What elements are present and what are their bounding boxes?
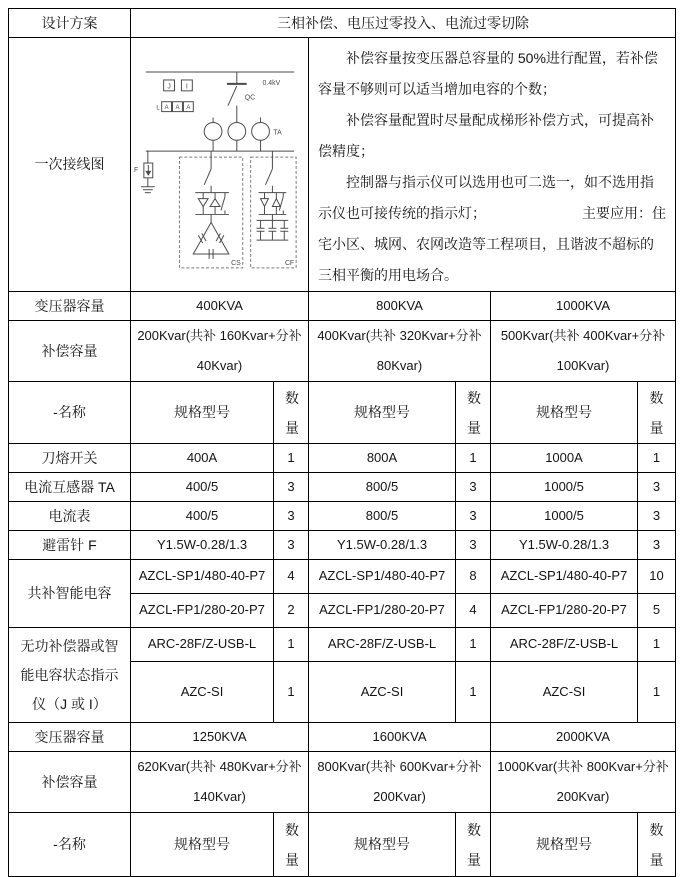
diagram-indicator-i-label: I	[185, 83, 188, 91]
spec-cell: AZC-SI	[131, 662, 274, 723]
spec-cell: ARC-28F/Z-USB-L	[491, 628, 638, 662]
diagram-ammeter-label: A	[185, 105, 190, 112]
part-name-cell: 电流互感器 TA	[9, 473, 131, 502]
qty-cell: 2	[274, 594, 309, 628]
part-name-cell: 共补智能电容	[9, 560, 131, 628]
spec-header: 规格型号	[491, 813, 638, 877]
transformer-capacity-value: 1000KVA	[491, 292, 676, 321]
qty-cell: 1	[456, 444, 491, 473]
qty-cell: 3	[274, 502, 309, 531]
table-row	[9, 473, 676, 502]
spec-cell: 800/5	[309, 473, 456, 502]
qty-cell: 4	[456, 594, 491, 628]
spec-header: 规格型号	[131, 813, 274, 877]
compensation-capacity-value: 400Kvar(共补 320Kvar+分补 80Kvar)	[309, 321, 491, 382]
compensation-capacity-row-2	[9, 752, 676, 813]
part-name-cell: 电流表	[9, 502, 131, 531]
qty-cell: 1	[274, 662, 309, 723]
wiring-diagram-label: 一次接线图	[9, 38, 131, 292]
compensation-capacity-value: 800Kvar(共补 600Kvar+分补 200Kvar)	[309, 752, 491, 813]
spec-cell: 800/5	[309, 502, 456, 531]
diagram-cs-label: CS	[230, 259, 241, 267]
spec-cell: AZCL-FP1/280-20-P7	[491, 594, 638, 628]
spec-cell: ARC-28F/Z-USB-L	[309, 628, 456, 662]
transformer-capacity-row-2	[9, 723, 676, 752]
transformer-capacity-row-1	[9, 292, 676, 321]
qty-header: 数量	[456, 382, 491, 444]
spec-header: 规格型号	[309, 382, 456, 444]
spec-header: 规格型号	[131, 382, 274, 444]
part-name-cell: 刀熔开关	[9, 444, 131, 473]
spec-cell: 400/5	[131, 502, 274, 531]
transformer-capacity-value: 400KVA	[131, 292, 309, 321]
note-text-application: 主要应用：住宅小区、城网、农网改造等工程项目，且谐波不超标的三相平衡的用电场合。	[318, 205, 666, 283]
design-scheme-value: 三相补偿、电压过零投入、电流过零切除	[131, 9, 676, 38]
spec-cell: 400/5	[131, 473, 274, 502]
note-paragraph	[318, 167, 666, 291]
one-line-diagram-cell	[131, 38, 309, 292]
qty-cell: 1	[638, 662, 676, 723]
part-name-cell: 无功补偿器或智能电容状态指示仪（J 或 I）	[9, 628, 131, 723]
one-line-diagram	[132, 56, 308, 273]
note-paragraph: 补偿容量按变压器总容量的 50%进行配置，若补偿容量不够则可以适当增加电容的个数；	[318, 50, 658, 97]
compensation-capacity-value: 200Kvar(共补 160Kvar+分补 40Kvar)	[131, 321, 309, 382]
diagram-voltage-label: 0.4kV	[262, 79, 280, 87]
transformer-capacity-value: 1250KVA	[131, 723, 309, 752]
qty-cell: 3	[638, 502, 676, 531]
qty-cell: 3	[638, 473, 676, 502]
qty-cell: 8	[456, 560, 491, 594]
table-row	[9, 502, 676, 531]
compensation-capacity-label: 补偿容量	[9, 321, 131, 382]
design-scheme-label: 设计方案	[9, 9, 131, 38]
table-row	[9, 560, 676, 594]
spec-cell: AZCL-SP1/480-40-P7	[309, 560, 456, 594]
qty-cell: 3	[456, 531, 491, 560]
spec-cell: ARC-28F/Z-USB-L	[131, 628, 274, 662]
spec-cell: 800A	[309, 444, 456, 473]
note-text: 控制器与指示仪可以选用也可二选一，如不选用指示仪也可接传统的指示灯；	[318, 174, 654, 221]
spec-cell: AZCL-FP1/280-20-P7	[309, 594, 456, 628]
spec-cell: 1000A	[491, 444, 638, 473]
spec-table	[8, 8, 676, 877]
qty-cell: 1	[274, 444, 309, 473]
diagram-notes	[309, 38, 676, 292]
qty-cell: 5	[638, 594, 676, 628]
qty-cell: 3	[456, 473, 491, 502]
diagram-arrester-label: F	[133, 166, 138, 174]
spec-cell: Y1.5W-0.28/1.3	[491, 531, 638, 560]
transformer-capacity-label: 变压器容量	[9, 723, 131, 752]
compensation-capacity-row-1	[9, 321, 676, 382]
compensation-capacity-label: 补偿容量	[9, 752, 131, 813]
diagram-ammeter-label: A	[175, 105, 179, 112]
qty-header: 数量	[456, 813, 491, 877]
design-scheme-row	[9, 9, 676, 38]
qty-header: 数量	[638, 813, 676, 877]
spec-header: 规格型号	[309, 813, 456, 877]
diagram-ammeter-group-label: L	[155, 105, 160, 112]
qty-cell: 1	[456, 662, 491, 723]
spec-cell: AZC-SI	[309, 662, 456, 723]
diagram-ammeter-label: A	[164, 105, 169, 112]
qty-header: 数量	[274, 382, 309, 444]
transformer-capacity-value: 1600KVA	[309, 723, 491, 752]
spec-cell: 1000/5	[491, 502, 638, 531]
spec-cell: AZCL-FP1/280-20-P7	[131, 594, 274, 628]
spec-cell: 1000/5	[491, 473, 638, 502]
parts-header-row-1	[9, 382, 676, 444]
diagram-ta-label: TA	[272, 129, 282, 137]
name-header: -名称	[9, 813, 131, 877]
transformer-capacity-value: 800KVA	[309, 292, 491, 321]
qty-cell: 1	[638, 628, 676, 662]
part-name-cell: 避雷针 F	[9, 531, 131, 560]
note-paragraph: 补偿容量配置时尽量配成梯形补偿方式，可提高补偿精度；	[318, 112, 654, 159]
diagram-qc-label: QC	[244, 94, 255, 102]
qty-cell: 1	[638, 444, 676, 473]
qty-cell: 3	[638, 531, 676, 560]
table-row	[9, 444, 676, 473]
spec-cell: 400A	[131, 444, 274, 473]
compensation-capacity-value: 620Kvar(共补 480Kvar+分补 140Kvar)	[131, 752, 309, 813]
spec-cell: Y1.5W-0.28/1.3	[131, 531, 274, 560]
compensation-capacity-value: 500Kvar(共补 400Kvar+分补 100Kvar)	[491, 321, 676, 382]
diagram-row	[9, 38, 676, 292]
diagram-indicator-j-label: J	[166, 83, 171, 91]
qty-cell: 4	[274, 560, 309, 594]
spec-cell: AZCL-SP1/480-40-P7	[131, 560, 274, 594]
qty-cell: 3	[456, 502, 491, 531]
qty-cell: 3	[274, 473, 309, 502]
spec-cell: Y1.5W-0.28/1.3	[309, 531, 456, 560]
qty-cell: 3	[274, 531, 309, 560]
compensation-capacity-value: 1000Kvar(共补 800Kvar+分补 200Kvar)	[491, 752, 676, 813]
qty-cell: 1	[456, 628, 491, 662]
spec-cell: AZC-SI	[491, 662, 638, 723]
spec-header: 规格型号	[491, 382, 638, 444]
qty-cell: 1	[274, 628, 309, 662]
diagram-cf-label: CF	[284, 259, 294, 267]
transformer-capacity-label: 变压器容量	[9, 292, 131, 321]
qty-header: 数量	[638, 382, 676, 444]
qty-header: 数量	[274, 813, 309, 877]
spec-cell: AZCL-SP1/480-40-P7	[491, 560, 638, 594]
name-header: -名称	[9, 382, 131, 444]
transformer-capacity-value: 2000KVA	[491, 723, 676, 752]
table-row	[9, 531, 676, 560]
table-row	[9, 628, 676, 662]
qty-cell: 10	[638, 560, 676, 594]
